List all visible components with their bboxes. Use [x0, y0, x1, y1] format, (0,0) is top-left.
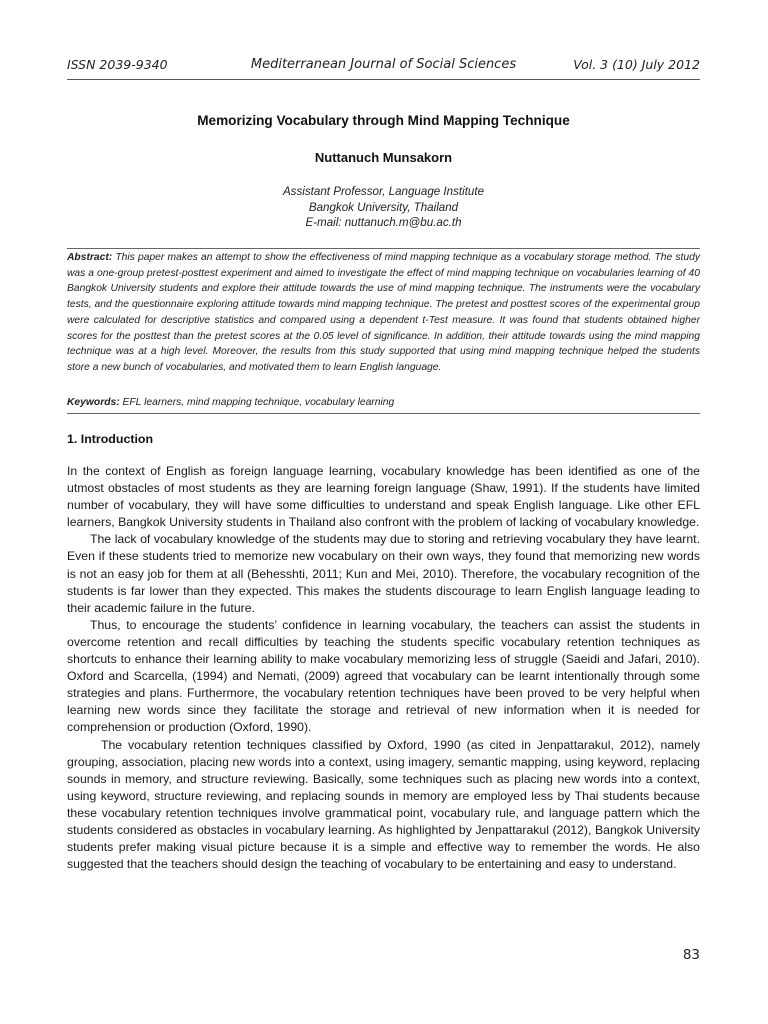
header-divider	[67, 79, 700, 80]
affiliation-position: Assistant Professor, Language Institute	[282, 185, 485, 198]
article-title: Memorizing Vocabulary through Mind Mapping Technique	[197, 113, 570, 128]
keywords-text: EFL learners, mind mapping technique, vocabulary learning	[119, 397, 395, 408]
author-name: Nuttanuch Munsakorn	[314, 150, 453, 165]
paragraph: Thus, to encourage the students’ confidence in learning vocabulary, the teachers can assist the students in overcome retention and recall difficulties by teaching the students specific vocabulary retention techniques as shortcuts to enhance their learning ability to make vocabulary memorizing less of struggle (Saeidi and Jafari, 2010). Oxford and Scarcella, (1994) and Nemati, (2009) agreed that vocabulary can be learnt intentionally through some strategies and plans. Furthermore, the vocabulary retention techniques have been proved to be very helpful when learning new words since they facilitate the storage and retrieval of new information when it is needed for comprehension or production (Oxford, 1990).	[67, 617, 700, 735]
issn-label: ISSN 2039-9340	[67, 57, 168, 72]
abstract-top-divider	[67, 248, 700, 249]
paragraph: In the context of English as foreign language learning, vocabulary knowledge has been identified as one of the utmost obstacles of most students as they are learning foreign language (Shaw, 1991). If the students have limited number of vocabulary, they will have some difficulties to understand and speak English language. Like other EFL learners, Bangkok University students in Thailand also confront with the problem of lacking of vocabulary knowledge.	[67, 464, 700, 530]
journal-name: Mediterranean Journal of Social Sciences	[250, 57, 517, 72]
abstract-label: Abstract:	[67, 252, 113, 263]
keywords-label: Keywords:	[67, 397, 120, 408]
volume-label: Vol. 3 (10) July 2012	[573, 57, 700, 72]
affiliation-email: E-mail: nuttanuch.m@bu.ac.th	[305, 216, 462, 229]
affiliation-institution: Bangkok University, Thailand	[308, 200, 459, 214]
running-header	[67, 57, 700, 77]
introduction-body	[67, 463, 700, 873]
abstract-text: This paper makes an attempt to show the effectiveness of mind mapping technique as a vocabulary storage method. The study was a one-group pretest-posttest experiment and aimed to investigate the effect of mind mapping technique on vocabularies learning of 40 Bangkok University students and explore their attitude towards the use of mind mapping technique. The instruments were the vocabulary tests, and the questionnaire exploring attitude towards mind mapping technique. The pretest and posttest scores of the experimental group were calculated for descriptive statistics and compared using a dependent t-Test measure. It was found that students obtained higher scores for the posttest than the pretest scores at the 0.05 level of significance. In addition, their attitude towards using the mind mapping technique was at a high level. Moreover, the results from this study supported that using mind mapping technique helped the students store a new bunch of vocabularies, and motivated them to learn English language.	[67, 252, 700, 373]
abstract-bottom-divider	[67, 413, 700, 414]
section-heading-introduction: 1. Introduction	[67, 432, 154, 446]
page-number: 83	[682, 947, 700, 963]
abstract-block	[67, 250, 700, 376]
paragraph: The lack of vocabulary knowledge of the students may due to storing and retrieving vocabulary they have learnt. Even if these students tried to memorize new vocabulary on their own ways, they found that memorizing new words is not an easy job for them at all (Behesshti, 2011; Kun and Mei, 2010). Therefore, the vocabulary recognition of the students is far lower than they expected. This makes the students discourage to learn English language leading to their academic failure in the future.	[67, 532, 700, 615]
paragraph: The vocabulary retention techniques classified by Oxford, 1990 (as cited in Jenpattarakul, 2012), namely grouping, association, placing new words into a context, using imagery, semantic mapping, using keyword, replacing sounds in memory, and structure reviewing. Basically, some techniques such as placing new words into a context, using keyword, structure reviewing, and replacing sounds in memory are employed less by Thai students because these vocabulary retention techniques involve grammatical point, vocabulary rule, and language pattern which the students considered as obstacles in vocabulary learning. As highlighted by Jenpattarakul (2012), Bangkok University students prefer making visual picture because it is a simple and effective way to remember the words. He also suggested that the teachers should design the teaching of vocabulary to be entertaining and easy to understand.	[67, 737, 700, 872]
author-affiliation	[67, 184, 700, 231]
keywords-block	[67, 397, 700, 408]
